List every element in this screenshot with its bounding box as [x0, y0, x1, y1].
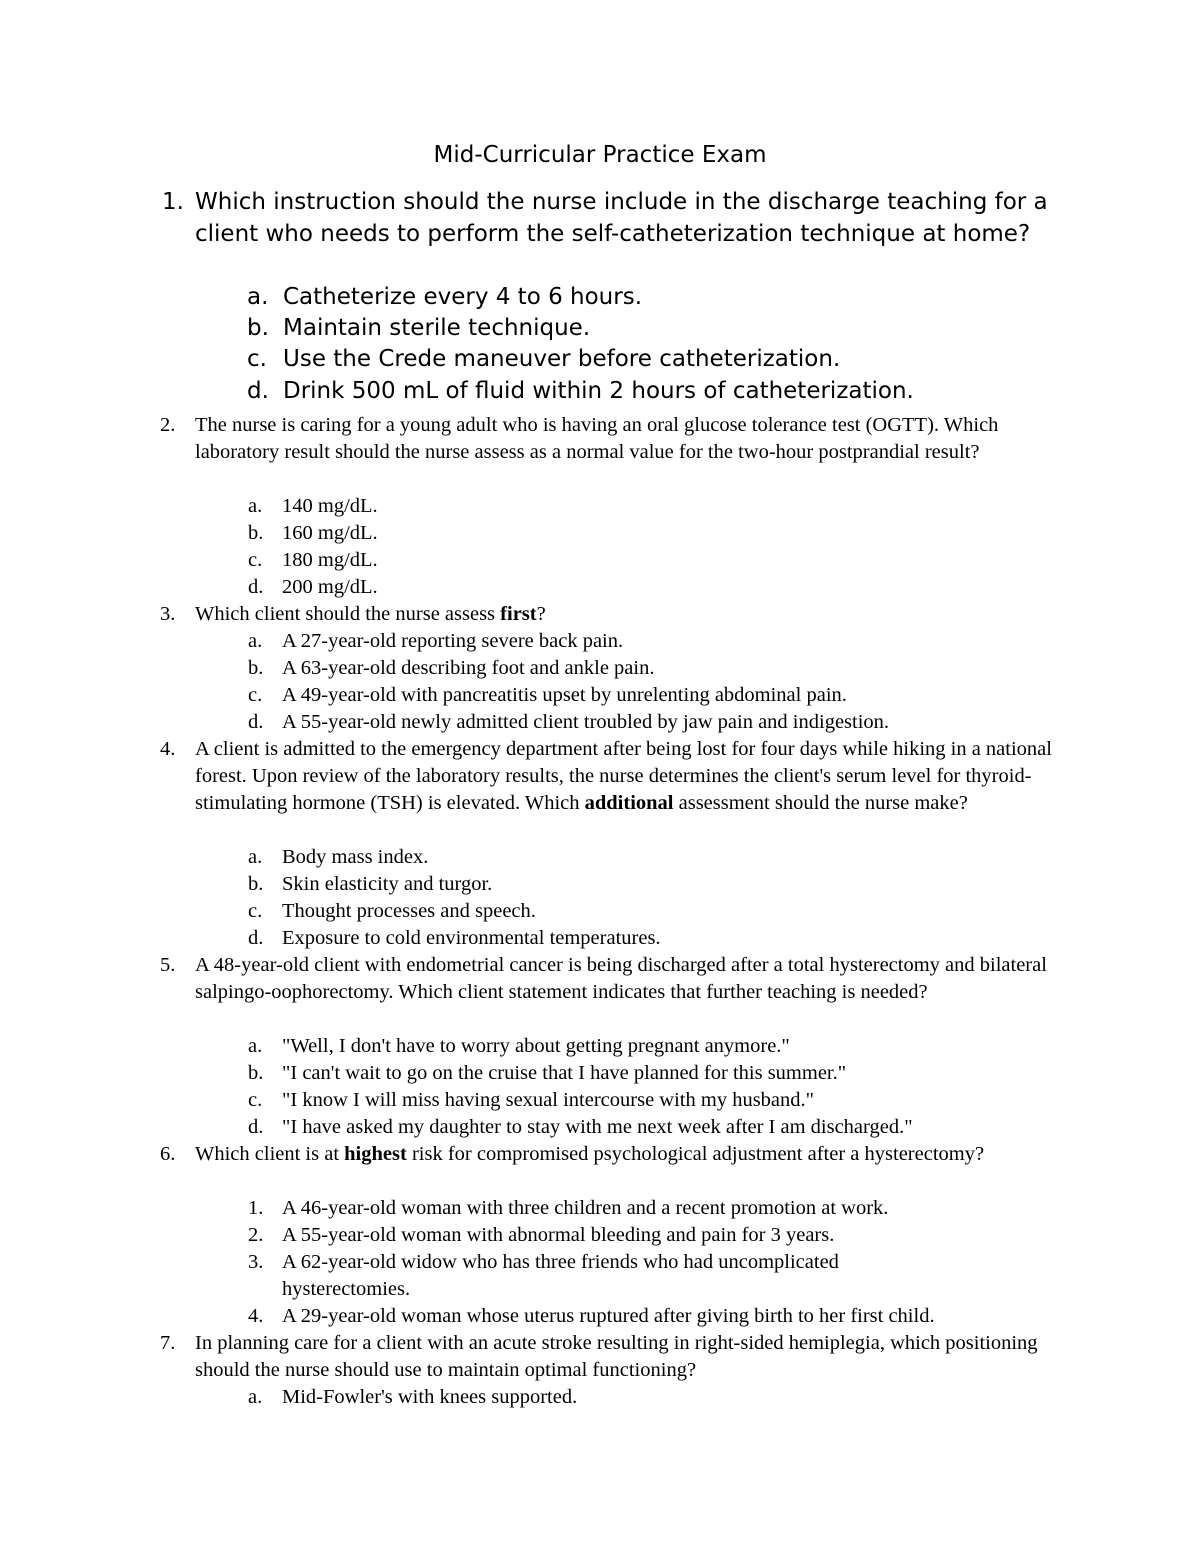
- option-text: A 62-year-old widow who has three friends who had uncomplicated: [282, 1251, 839, 1273]
- question-stem: In planning care for a client with an acute stroke resulting in right-sided hemiplegia, which positioning should the nurse should use to maintain optimal functioning?: [195, 1332, 1038, 1381]
- option-text: "I know I will miss having sexual intercourse with my husband.": [282, 1089, 815, 1111]
- option-label: 4.: [248, 1305, 264, 1327]
- option-label: 2.: [248, 1224, 264, 1246]
- option-text: 140 mg/dL.: [282, 495, 378, 517]
- option-label: b.: [247, 315, 269, 341]
- option-label: a.: [248, 630, 263, 652]
- option-text: Mid-Fowler's with knees supported.: [282, 1386, 578, 1408]
- option-label: a.: [248, 846, 263, 868]
- question-stem: [195, 601, 1075, 628]
- stem-emphasis: highest: [344, 1143, 407, 1165]
- option-text: Catheterize every 4 to 6 hours.: [283, 284, 643, 310]
- option-label: c.: [247, 346, 267, 372]
- option-text: hysterectomies.: [282, 1278, 411, 1300]
- stem-text: Which client is at: [195, 1143, 345, 1165]
- option-text: Body mass index.: [282, 846, 429, 868]
- option-label: a.: [247, 284, 269, 310]
- stem-emphasis: first: [500, 603, 537, 625]
- option-text: A 49-year-old with pancreatitis upset by unrelenting abdominal pain.: [282, 684, 847, 706]
- option-text: A 29-year-old woman whose uterus ruptured after giving birth to her first child.: [282, 1305, 935, 1327]
- stem-text: ?: [536, 603, 546, 625]
- option-label: c.: [248, 684, 263, 706]
- question-number: 4.: [160, 738, 176, 760]
- option-label: a.: [248, 1035, 263, 1057]
- question-number: 6.: [160, 1143, 176, 1165]
- option-text: "Well, I don't have to worry about getting pregnant anymore.": [282, 1035, 790, 1057]
- option-text: "I have asked my daughter to stay with me next week after I am discharged.": [282, 1116, 913, 1138]
- option-label: b.: [248, 1062, 264, 1084]
- question-stem: A 48-year-old client with endometrial cancer is being discharged after a total hysterectomy and bilateral salpingo-oophorectomy. Which client statement indicates that further teaching is needed?: [195, 954, 1047, 1003]
- question-number: 1.: [162, 189, 184, 215]
- option-label: b.: [248, 522, 264, 544]
- question-number: 3.: [160, 603, 176, 625]
- option-label: d.: [248, 1116, 264, 1138]
- question-number: 5.: [160, 954, 176, 976]
- option-label: a.: [248, 495, 263, 517]
- question-stem: The nurse is caring for a young adult who is having an oral glucose tolerance test (OGTT). Which laboratory result should the nurse assess as a normal value for the two-hour postprandial result?: [195, 414, 999, 463]
- option-label: a.: [248, 1386, 263, 1408]
- stem-emphasis: additional: [584, 792, 674, 814]
- question-number: 7.: [160, 1332, 176, 1354]
- option-label: d.: [248, 576, 264, 598]
- question-stem: Which instruction should the nurse include in the discharge teaching for a client who needs to perform the self-catheterization technique at home?: [195, 189, 1048, 247]
- option-label: b.: [248, 873, 264, 895]
- stem-text: A client is admitted to the emergency department after being lost for four days while hiking in a national forest. Upon review of the laboratory results, the nurse determines the client's serum level for thyroid-stimulating hormone (TSH) is elevated. Which: [195, 738, 1052, 814]
- option-label: 3.: [248, 1251, 264, 1273]
- option-label: c.: [248, 549, 263, 571]
- question-stem: [195, 1141, 1075, 1168]
- stem-text: risk for compromised psychological adjustment after a hysterectomy?: [406, 1143, 985, 1165]
- option-text: A 55-year-old woman with abnormal bleeding and pain for 3 years.: [282, 1224, 835, 1246]
- option-text: Thought processes and speech.: [282, 900, 536, 922]
- option-label: c.: [248, 900, 263, 922]
- option-text: A 27-year-old reporting severe back pain.: [282, 630, 624, 652]
- option-label: 1.: [248, 1197, 264, 1219]
- question-stem: [195, 736, 1075, 817]
- option-text: 180 mg/dL.: [282, 549, 378, 571]
- option-text: Drink 500 mL of fluid within 2 hours of catheterization.: [283, 378, 914, 404]
- option-label: d.: [248, 711, 264, 733]
- option-text: 160 mg/dL.: [282, 522, 378, 544]
- option-label: d.: [247, 378, 269, 404]
- option-label: b.: [248, 657, 264, 679]
- option-text: 200 mg/dL.: [282, 576, 378, 598]
- question-number: 2.: [160, 414, 176, 436]
- option-label: c.: [248, 1089, 263, 1111]
- option-text: Skin elasticity and turgor.: [282, 873, 493, 895]
- option-text: A 46-year-old woman with three children and a recent promotion at work.: [282, 1197, 889, 1219]
- option-label: d.: [248, 927, 264, 949]
- stem-text: Which client should the nurse assess: [195, 603, 501, 625]
- stem-text: assessment should the nurse make?: [673, 792, 968, 814]
- option-text: Use the Crede maneuver before catheterization.: [283, 346, 841, 372]
- option-text: "I can't wait to go on the cruise that I have planned for this summer.": [282, 1062, 847, 1084]
- option-text: A 55-year-old newly admitted client troubled by jaw pain and indigestion.: [282, 711, 890, 733]
- page-title: Mid-Curricular Practice Exam: [433, 142, 767, 168]
- option-text: A 63-year-old describing foot and ankle pain.: [282, 657, 655, 679]
- option-text: Exposure to cold environmental temperatures.: [282, 927, 661, 949]
- option-text: Maintain sterile technique.: [283, 315, 591, 341]
